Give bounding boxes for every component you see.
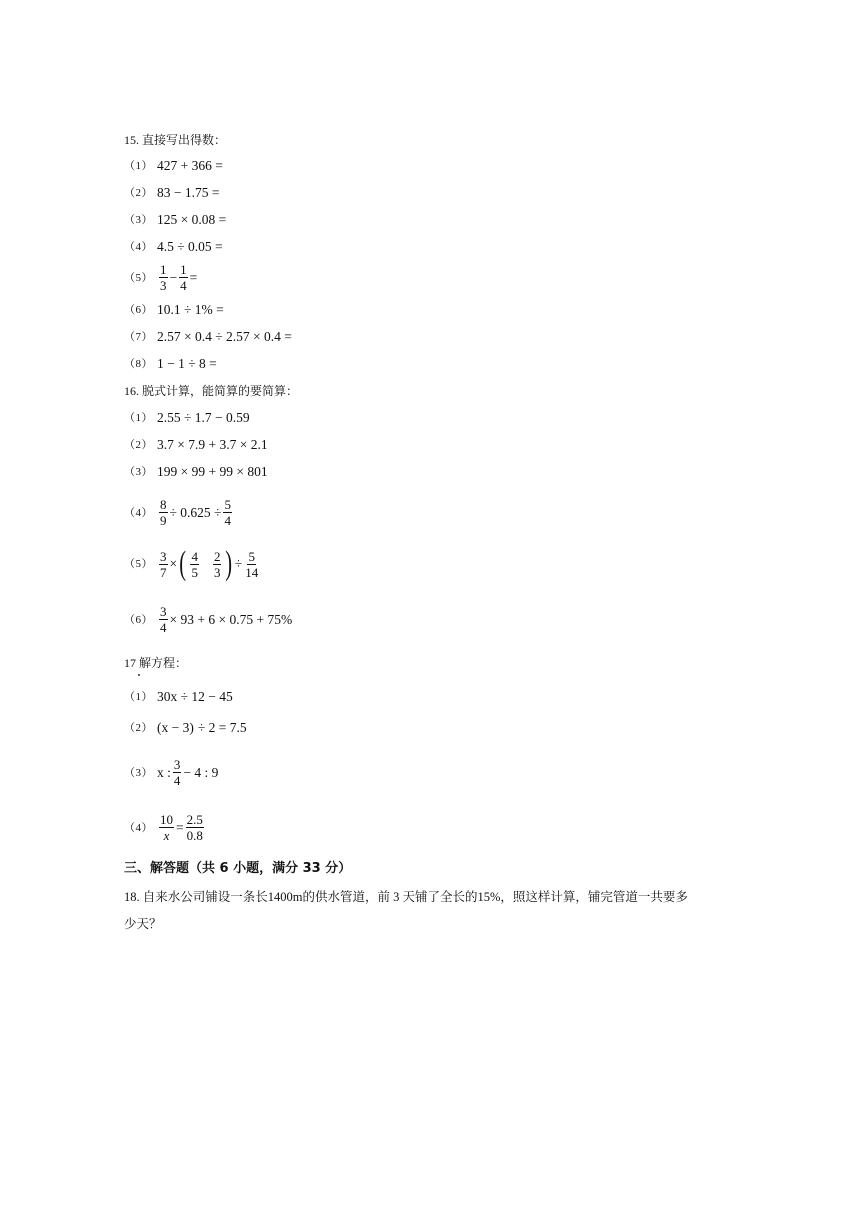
item-number: （3） bbox=[124, 766, 153, 779]
q15-item-4 bbox=[124, 239, 223, 255]
fraction: $\frac{3}{4}$ bbox=[173, 757, 181, 788]
expression: 199 × 99 + 99 × 801 bbox=[157, 464, 268, 479]
operator: × bbox=[169, 556, 178, 571]
q15-item-5 bbox=[124, 262, 197, 293]
expression: 1 − 1 ÷ 8 = bbox=[157, 356, 217, 371]
item-number: （8） bbox=[124, 358, 153, 370]
left-parenthesis: ( bbox=[179, 545, 187, 582]
item-number: （4） bbox=[124, 506, 153, 519]
item-number: （1） bbox=[124, 160, 153, 172]
q15-item-3 bbox=[124, 212, 226, 228]
item-number: （3） bbox=[124, 466, 153, 478]
expression: 10.1 ÷ 1% = bbox=[157, 302, 224, 317]
expression: − 4 : 9 bbox=[183, 764, 219, 780]
expression: ÷ 2 = 7.5 bbox=[197, 720, 247, 735]
q17-item-4 bbox=[124, 812, 206, 843]
q16-item-6 bbox=[124, 604, 292, 635]
item-number: （4） bbox=[124, 821, 153, 834]
expression: 3.7 × 7.9 + 3.7 × 2.1 bbox=[157, 437, 268, 452]
item-number: （5） bbox=[124, 271, 153, 284]
q16-item-5 bbox=[124, 547, 261, 581]
expression: x : bbox=[157, 764, 171, 780]
fraction: $\frac{1}{4}$ bbox=[180, 262, 187, 293]
operator: ÷ bbox=[234, 556, 243, 571]
q17-item-1 bbox=[124, 689, 233, 705]
q17-title: 17 解方程： bbox=[124, 656, 188, 670]
fraction: $\frac{1}{3}$ bbox=[160, 262, 167, 293]
operator: − bbox=[169, 269, 178, 285]
q16-item-1 bbox=[124, 410, 250, 426]
fraction: $\frac{5}{14}$ bbox=[245, 548, 259, 580]
fraction: $\frac{2.5}{0.8}$ bbox=[186, 812, 203, 843]
item-number: （6） bbox=[124, 304, 153, 316]
item-number: （3） bbox=[124, 214, 153, 226]
fraction: $\frac{4}{5}$ bbox=[191, 548, 198, 580]
item-number: （7） bbox=[124, 331, 153, 343]
item-number: （5） bbox=[124, 558, 153, 570]
fraction: $\frac{3}{4}$ bbox=[160, 604, 167, 635]
fraction: $\frac{5}{4}$ bbox=[224, 497, 231, 528]
q17-item-3 bbox=[124, 757, 218, 788]
section-heading: 三、解答题（共 6 小题，满分 33 分） bbox=[124, 861, 352, 876]
item-number: （2） bbox=[124, 187, 153, 199]
equals-sign: = bbox=[176, 819, 184, 835]
item-number: （1） bbox=[124, 691, 153, 703]
item-number: （6） bbox=[124, 613, 153, 626]
fraction: $\frac{10}{x}$ bbox=[160, 812, 173, 843]
expression: 4.5 ÷ 0.05 = bbox=[157, 239, 223, 254]
fraction: $\frac{2}{3}$ bbox=[213, 548, 221, 580]
item-number: （2） bbox=[124, 722, 153, 734]
item-number: （2） bbox=[124, 439, 153, 451]
q16-item-2 bbox=[124, 437, 268, 453]
right-parenthesis: ) bbox=[225, 545, 233, 582]
expression: 30x ÷ 12 − 45 bbox=[157, 689, 233, 704]
q15-title: 15. 直接写出得数： bbox=[124, 133, 227, 147]
q16-item-3 bbox=[124, 464, 268, 480]
fraction: $\frac{3}{7}$ bbox=[160, 548, 167, 580]
q18-line-1: 18. 自来水公司铺设一条长1400m的供水管道，前 3 天铺了全长的15%，照这样计算，铺完管道一共要多 bbox=[124, 890, 688, 904]
q17-item-2 bbox=[124, 720, 247, 736]
expression: 427 + 366 = bbox=[157, 158, 223, 173]
q15-item-8 bbox=[124, 356, 217, 372]
expression: 2.55 ÷ 1.7 − 0.59 bbox=[157, 410, 250, 425]
expression: 83 − 1.75 = bbox=[157, 185, 220, 200]
expression: (x − 3) bbox=[157, 720, 194, 735]
q15-item-2 bbox=[124, 185, 219, 201]
item-number: （1） bbox=[124, 412, 153, 424]
q18-line-2: 少天？ bbox=[124, 917, 162, 931]
expression: 2.57 × 0.4 ÷ 2.57 × 0.4 = bbox=[157, 329, 292, 344]
fraction: $\frac{8}{9}$ bbox=[160, 497, 167, 528]
expression: 125 × 0.08 = bbox=[157, 212, 227, 227]
q16-item-4 bbox=[124, 497, 234, 528]
q16-title: 16. 脱式计算，能简算的要简算： bbox=[124, 384, 299, 398]
item-number: （4） bbox=[124, 241, 153, 253]
stray-dot bbox=[138, 674, 140, 676]
expression: ÷ 0.625 ÷ bbox=[169, 504, 222, 520]
q15-item-7 bbox=[124, 329, 292, 345]
q15-item-1 bbox=[124, 158, 223, 174]
expression: × 93 + 6 × 0.75 + 75% bbox=[169, 611, 293, 627]
equals-sign: = bbox=[189, 269, 198, 285]
q15-item-6 bbox=[124, 302, 224, 318]
